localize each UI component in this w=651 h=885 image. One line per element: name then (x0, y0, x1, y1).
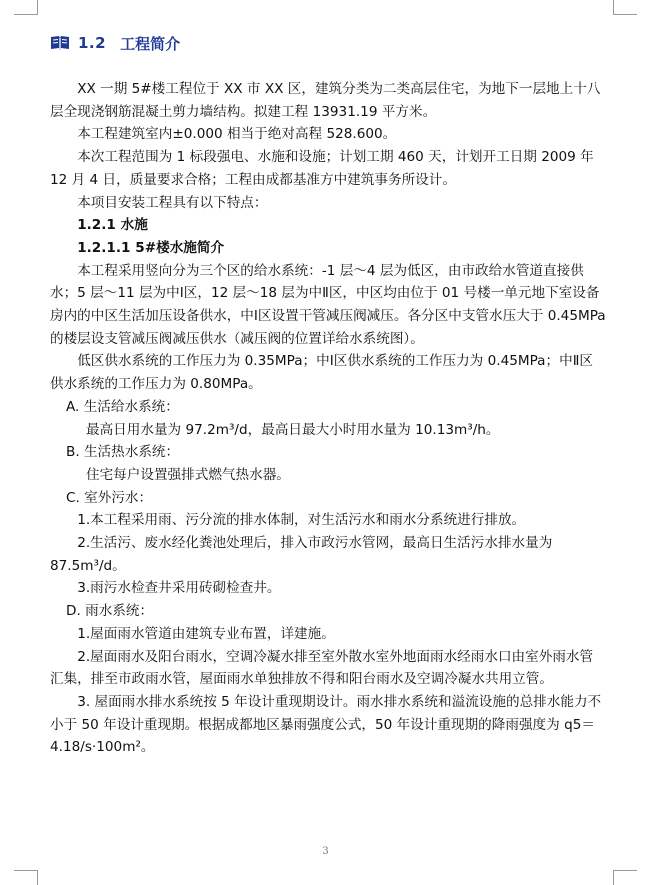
subheading: 1.2.1 水施 (77, 217, 148, 234)
crop-mark (37, 0, 38, 15)
item-text: 3. 屋面雨水排水系统按 5 年设计重现期设计。雨水排水系统和溢流设施的总排水能力不小于 50 年设计重现期。根据成都地区暴雨强度公式，50 年设计重现期的降雨强度为 q5＝4.18/s·100m²。 (50, 693, 602, 756)
crop-mark (14, 870, 38, 871)
item-text: 1.屋面雨水管道由建筑专业布置，详建施。 (77, 625, 335, 642)
item-text: 3.雨污水检查井采用砖砌检查井。 (77, 580, 281, 597)
page-number: 3 (322, 846, 329, 857)
crop-mark (613, 870, 637, 871)
item-text: 2.屋面雨水及阳台雨水，空调冷凝水排至室外散水室外地面雨水经雨水口由室外雨水管汇集，排至市政雨水管，屋面雨水单独排放不得和阳台雨水及空调冷凝水共用立管。 (50, 648, 594, 688)
document-body (50, 78, 606, 759)
section-heading (50, 31, 180, 55)
paragraph: 低区供水系统的工作压力为 0.35MPa；中Ⅰ区供水系统的工作压力为 0.45MPa；中Ⅱ区供水系统的工作压力为 0.80MPa。 (50, 353, 593, 393)
paragraph: 本工程建筑室内±0.000 相当于绝对高程 528.600。 (77, 126, 397, 143)
item-text: 住宅每户设置强排式燃气热水器。 (86, 466, 290, 483)
item-title: D. 雨水系统： (66, 603, 154, 620)
section-title: 工程简介 (120, 34, 181, 53)
crop-mark (613, 870, 614, 885)
item-text: 1.本工程采用雨、污分流的排水体制，对生活污水和雨水分系统进行排放。 (77, 512, 526, 529)
item-title: C. 室外污水： (66, 489, 153, 506)
item-text: 2.生活污、废水经化粪池处理后，排入市政污水管网，最高日生活污水排水量为 87.5m³/d。 (50, 535, 553, 574)
item-text: 最高日用水量为 97.2m³/d，最高日最大小时用水量为 10.13m³/h。 (86, 421, 500, 438)
paragraph: 本次工程范围为 1 标段强电、水施和设施；计划工期 460 天，计划开工日期 2009 年 12 月 4 日，质量要求合格；工程由成都基准方中建筑事务所设计。 (50, 149, 594, 188)
crop-mark (14, 14, 38, 15)
paragraph: 本项目安装工程具有以下特点： (77, 194, 268, 211)
crop-mark (613, 0, 614, 15)
paragraph: XX 一期 5#楼工程位于 XX 市 XX 区，建筑分类为二类高层住宅，为地下一层地上十八层全现浇钢筋混凝土剪力墙结构。拟建工程 13931.19 平方米。 (50, 81, 601, 120)
crop-mark (613, 14, 637, 15)
section-number: 1.2 (78, 34, 107, 52)
crop-mark (37, 870, 38, 885)
subheading: 1.2.1.1 5#楼水施简介 (77, 239, 225, 256)
item-title: B. 生活热水系统： (66, 444, 180, 461)
item-title: A. 生活给水系统： (66, 398, 179, 415)
paragraph: 本工程采用竖向分为三个区的给水系统：-1 层～4 层为低区，由市政给水管道直接供水；5 层～11 层为中Ⅰ区，12 层～18 层为中Ⅱ区，中区均由位于 01 号楼一单元地下室设备房内的中区生活加压设备供水，中Ⅰ区设置干管减压阀减压。各分区中支管水压大于 0.45MPa 的楼层设支管减压阀减压供水（减压阀的位置详给水系统图）。 (50, 262, 606, 347)
book-icon (50, 35, 70, 51)
